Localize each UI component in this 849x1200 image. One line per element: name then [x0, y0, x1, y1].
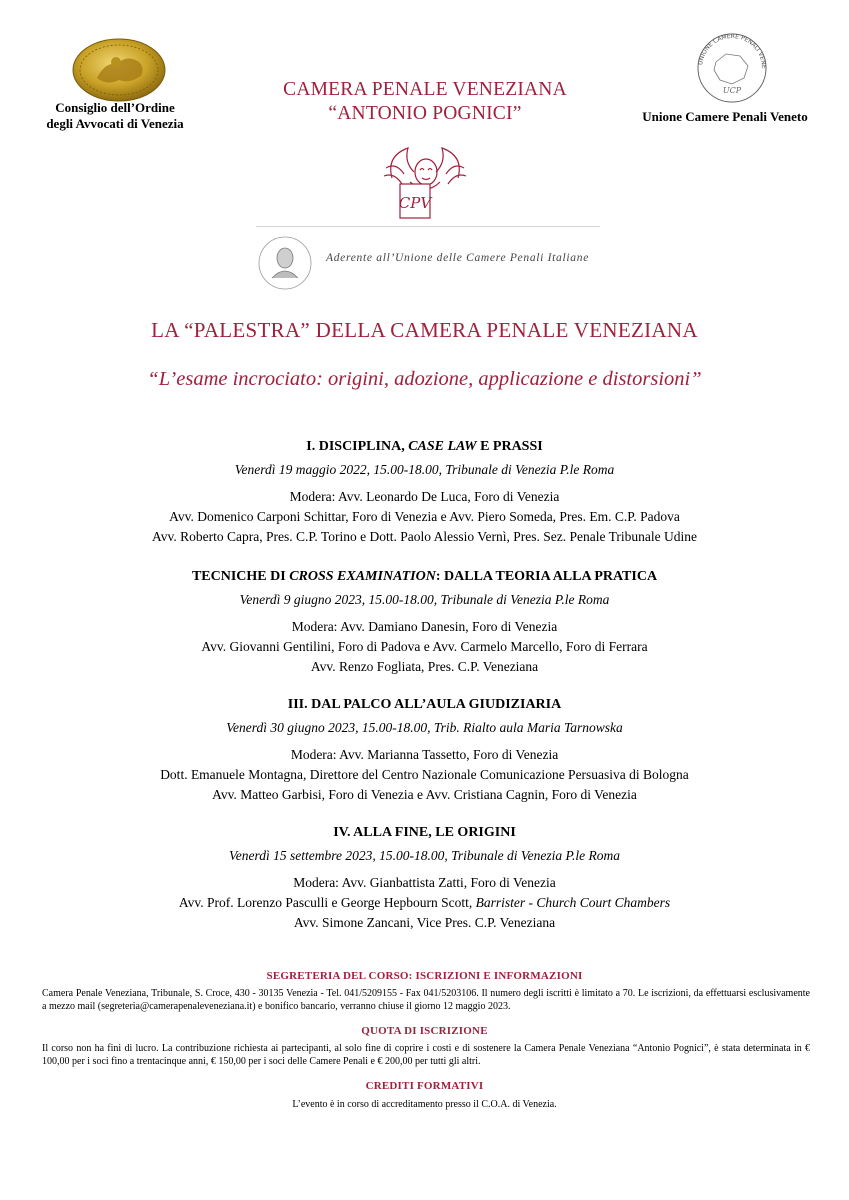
session-3 — [40, 696, 809, 805]
session-moderator: Modera: Avv. Marianna Tassetto, Foro di Venezia — [290, 747, 559, 762]
session-moderator: Modera: Avv. Gianbattista Zatti, Foro di Venezia — [293, 875, 556, 890]
organization-title — [220, 78, 630, 126]
session-1 — [40, 438, 809, 547]
session-date: Venerdì 15 settembre 2023, 15.00-18.00, Tribunale di Venezia P.le Roma — [229, 848, 620, 863]
session-title-text: I. DISCIPLINA, — [306, 439, 409, 454]
session-title: III. DAL PALCO ALL’AULA GIUDIZIARIA — [287, 697, 562, 712]
quota-text: Il corso non ha fini di lucro. La contribuzione richiesta ai partecipanti, al solo fine di coprire i costi e di sostenere la Camera Penale Veneziana “Antonio Pognici”, è stata determinata in € 100,00 per i soci fino a trentacinque anni, € 150,00 per i soci delle Camere Penali e € 200,00 per tutti gli altri. — [42, 1043, 810, 1067]
event-subheadline: “L’esame incrociato: origini, adozione, applicazione e distorsioni” — [147, 368, 702, 390]
session-date: Venerdì 19 maggio 2022, 15.00-18.00, Tribunale di Venezia P.le Roma — [234, 462, 615, 477]
session-title-italic: CASE LAW — [408, 439, 477, 454]
session-speakers-1: Dott. Emanuele Montagna, Direttore del Centro Nazionale Comunicazione Persuasiva di Bologna — [160, 767, 689, 782]
session-title-tail: E PRASSI — [476, 439, 543, 454]
ucp-logo-mark: UCP — [722, 86, 742, 95]
svg-text:UNIONE CAMERE PENALI VENETO — [688, 32, 767, 69]
session-title — [40, 438, 809, 456]
left-caption-line1: Consiglio dell’Ordine — [55, 100, 175, 115]
segreteria-text: Camera Penale Veneziana, Tribunale, S. Croce, 430 - 30135 Venezia - Tel. 041/5209155 - Fax 041/5203106. Il numero degli iscritti è limitato a 70. Le iscrizioni, da effettuarsi esclusivamente a mezzo mail (segreteria@camerapenaleveneziana.it) e bonifico bancario, verranno chiuse il giorno 12 maggio 2023. — [42, 988, 810, 1012]
quota-heading: QUOTA DI ISCRIZIONE — [361, 1025, 488, 1037]
ucpi-portrait-seal-icon — [252, 234, 318, 292]
title-line2: “ANTONIO POGNICI” — [328, 103, 522, 124]
session-title-italic: CROSS EXAMINATION — [289, 569, 436, 584]
coa-venezia-caption — [30, 100, 200, 132]
speakers-affiliation: Barrister - Church Court Chambers — [475, 895, 671, 910]
session-moderator: Modera: Avv. Damiano Danesin, Foro di Venezia — [291, 619, 558, 634]
session-date: Venerdì 30 giugno 2023, 15.00-18.00, Trib. Rialto aula Maria Tarnowska — [226, 720, 623, 735]
session-2 — [40, 568, 809, 677]
session-speakers-2: Avv. Renzo Fogliata, Pres. C.P. Veneziana — [310, 659, 539, 674]
session-date: Venerdì 9 giugno 2023, 15.00-18.00, Tribunale di Venezia P.le Roma — [239, 592, 610, 607]
session-title-text: TECNICHE DI — [191, 569, 290, 584]
ucpi-membership-text: Aderente all’Unione delle Camere Penali Italiane — [326, 252, 589, 264]
ucp-logo-ring-text: UNIONE CAMERE PENALI VENE — [697, 32, 768, 69]
crediti-heading: CREDITI FORMATIVI — [365, 1080, 484, 1092]
session-title — [40, 568, 809, 586]
session-moderator: Modera: Avv. Leonardo De Luca, Foro di Venezia — [289, 489, 560, 504]
session-title: IV. ALLA FINE, LE ORIGINI — [333, 825, 516, 840]
ucp-veneto-caption: Unione Camere Penali Veneto — [642, 109, 808, 124]
session-speakers-1: Avv. Domenico Carponi Schittar, Foro di Venezia e Avv. Piero Someda, Pres. Em. C.P. Padova — [169, 509, 680, 524]
header-divider — [256, 226, 600, 227]
left-caption-line2: degli Avvocati di Venezia — [46, 116, 184, 131]
session-4 — [40, 824, 809, 933]
cpv-winged-lion-emblem-icon — [380, 142, 470, 224]
session-speakers-2: Avv. Simone Zancani, Vice Pres. C.P. Veneziana — [293, 915, 556, 930]
ucp-veneto-map-logo-icon — [688, 32, 776, 104]
speakers-text: Avv. Prof. Lorenzo Pasculli e George Hepbourn Scott, — [178, 895, 476, 910]
session-speakers-1 — [40, 893, 809, 913]
title-line1: CAMERA PENALE VENEZIANA — [283, 79, 567, 100]
session-speakers-2: Avv. Roberto Capra, Pres. C.P. Torino e Dott. Paolo Alessio Vernì, Pres. Sez. Penale Tribunale Udine — [152, 529, 697, 544]
segreteria-heading: SEGRETERIA DEL CORSO: ISCRIZIONI E INFORMAZIONI — [266, 970, 583, 982]
event-headline: LA “PALESTRA” DELLA CAMERA PENALE VENEZIANA — [151, 318, 698, 342]
session-speakers-2: Avv. Matteo Garbisi, Foro di Venezia e Avv. Cristiana Cagnin, Foro di Venezia — [212, 787, 637, 802]
crediti-text: L’evento è in corso di accreditamento presso il C.O.A. di Venezia. — [292, 1099, 557, 1110]
session-title-tail: : DALLA TEORIA ALLA PRATICA — [435, 569, 658, 584]
coa-venezia-coin-logo-icon — [72, 38, 166, 102]
cpv-monogram: CPV — [398, 194, 432, 212]
session-speakers-1: Avv. Giovanni Gentilini, Foro di Padova e Avv. Carmelo Marcello, Foro di Ferrara — [201, 639, 648, 654]
